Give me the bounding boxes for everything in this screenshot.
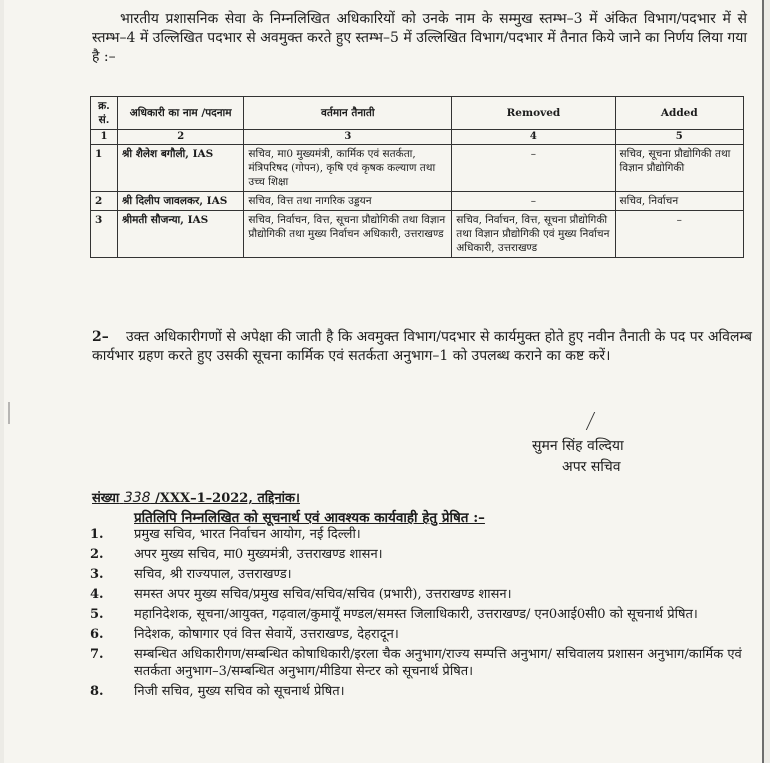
copy-heading: प्रतिलिपि निम्नलिखित को सूचनार्थ एवं आवश्यक कार्यवाही हेतु प्रेषित :–: [134, 510, 485, 526]
document-page: [4, 0, 764, 763]
list-item-text: महानिदेशक, सूचना/आयुक्त, गढ़वाल/कुमायूँ मण्डल/समस्त जिलाधिकारी, उत्तराखण्ड/ एन0आई0सी0 को सूचनार्थ प्रेषित।: [134, 607, 698, 622]
column-number-row: [91, 130, 744, 145]
row-removed: –: [452, 192, 615, 211]
header-officer: अधिकारी का नाम /पदनाम: [117, 97, 243, 130]
list-item-text: निजी सचिव, मुख्य सचिव को सूचनार्थ प्रेषित।: [134, 684, 345, 699]
column-number: 4: [452, 130, 615, 145]
margin-mark: [8, 402, 10, 424]
header-added: Added: [615, 97, 743, 130]
reference-handwritten-number: 338: [123, 490, 151, 506]
header-current-posting: वर्तमान तैनाती: [244, 97, 452, 130]
reference-number: [92, 488, 300, 506]
list-item-number: 2.: [90, 547, 104, 562]
row-added: सचिव, सूचना प्रौद्योगिकी तथा विज्ञान प्रौद्योगिकी: [615, 145, 743, 192]
row-sn: 2: [91, 192, 118, 211]
list-item-text: समस्त अपर मुख्य सचिव/प्रमुख सचिव/सचिव/सचिव (प्रभारी), उत्तराखण्ड शासन।: [134, 587, 512, 602]
reference-prefix: संख्या: [92, 491, 120, 506]
list-item-text: सचिव, श्री राज्यपाल, उत्तराखण्ड।: [134, 567, 292, 582]
list-item: [90, 526, 750, 543]
list-item-number: 6.: [90, 627, 104, 642]
header-removed: Removed: [452, 97, 615, 130]
reference-suffix: /XXX–1–2022, तद्दिनांक।: [155, 491, 300, 506]
column-number: 2: [117, 130, 243, 145]
row-sn: 3: [91, 211, 118, 258]
list-item: [90, 683, 750, 700]
list-item: [90, 606, 750, 623]
row-sn: 1: [91, 145, 118, 192]
header-sn: क्र. सं.: [91, 97, 118, 130]
row-officer: श्री शैलेश बगौली, IAS: [117, 145, 243, 192]
row-removed: सचिव, निर्वाचन, वित्त, सूचना प्रौद्योगिकी तथा विज्ञान प्रौद्योगिकी एवं मुख्य निर्वाचन अधिकारी, उत्तराखण्ड: [452, 211, 615, 258]
intro-paragraph: भारतीय प्रशासनिक सेवा के निम्नलिखित अधिकारियों को उनके नाम के सम्मुख स्तम्भ–3 में अंकित विभाग/पदभार में से स्तम्भ–4 में उल्लिखित पदभार से अवमुक्त करते हुए स्तम्भ–5 में उल्लिखित विभाग/पदभार में तैनात किये जाने का निर्णय लिया गया है :–: [92, 11, 747, 65]
row-added: सचिव, निर्वाचन: [615, 192, 743, 211]
row-current-posting: सचिव, निर्वाचन, वित्त, सूचना प्रौद्योगिकी तथा विज्ञान प्रौद्योगिकी तथा मुख्य निर्वाचन अधिकारी, उत्तराखण्ड: [244, 211, 452, 258]
row-added: –: [615, 211, 743, 258]
list-item-number: 5.: [90, 607, 104, 622]
list-item: [90, 646, 750, 680]
list-item-text: सम्बन्धित अधिकारीगण/सम्बन्धित कोषाधिकारी/इरला चैक अनुभाग/राज्य सम्पत्ति अनुभाग/ सचिवालय प्रशासन अनुभाग/कार्मिक एवं सतर्कता अनुभाग–3/सम्बन्धित अनुभाग/मीडिया सेन्टर को सूचनार्थ प्रेषित।: [134, 647, 742, 679]
table-row: [91, 145, 744, 192]
list-item: [90, 566, 750, 583]
row-officer: श्री दिलीप जावलकर, IAS: [117, 192, 243, 211]
row-officer: श्रीमती सौजन्या, IAS: [117, 211, 243, 258]
list-item-number: 3.: [90, 567, 104, 582]
row-current-posting: सचिव, मा0 मुख्यमंत्री, कार्मिक एवं सतर्कता, मंत्रिपरिषद (गोपन), कृषि एवं कृषक कल्याण तथा उच्च शिक्षा: [244, 145, 452, 192]
list-item: [90, 626, 750, 643]
table-row: [91, 211, 744, 258]
signatory-name: सुमन सिंह वल्दिया: [532, 438, 624, 454]
list-item-text: अपर मुख्य सचिव, मा0 मुख्यमंत्री, उत्तराखण्ड शासन।: [134, 547, 383, 562]
list-item: [90, 586, 750, 603]
paragraph-text: उक्त अधिकारीगणों से अपेक्षा की जाती है कि अवमुक्त विभाग/पदभार से कार्यमुक्त होते हुए नवीन तैनाती के पद पर अविलम्ब कार्यभार ग्रहण करते हुए उसकी सूचना कार्मिक एवं सतर्कता अनुभाग–1 को उपलब्ध कराने का कष्ट करें।: [92, 329, 752, 364]
transfer-table: [90, 96, 744, 258]
list-item-text: प्रमुख सचिव, भारत निर्वाचन आयोग, नई दिल्ली।: [134, 527, 361, 542]
list-item-number: 1.: [90, 527, 104, 542]
signature-mark: [586, 412, 609, 430]
list-item-number: 8.: [90, 684, 104, 699]
row-current-posting: सचिव, वित्त तथा नागरिक उड्डयन: [244, 192, 452, 211]
list-item-text: निदेशक, कोषागार एवं वित्त सेवायें, उत्तराखण्ड, देहरादून।: [134, 627, 399, 642]
signatory-designation: अपर सचिव: [562, 459, 621, 475]
copy-list: [90, 526, 750, 703]
column-number: 1: [91, 130, 118, 145]
table-row: [91, 192, 744, 211]
row-removed: –: [452, 145, 615, 192]
instruction-paragraph: [92, 328, 752, 366]
paragraph-number: 2–: [92, 329, 109, 345]
list-item: [90, 546, 750, 563]
column-number: 3: [244, 130, 452, 145]
list-item-number: 4.: [90, 587, 104, 602]
column-number: 5: [615, 130, 743, 145]
table-header-row: [91, 97, 744, 130]
list-item-number: 7.: [90, 647, 104, 662]
